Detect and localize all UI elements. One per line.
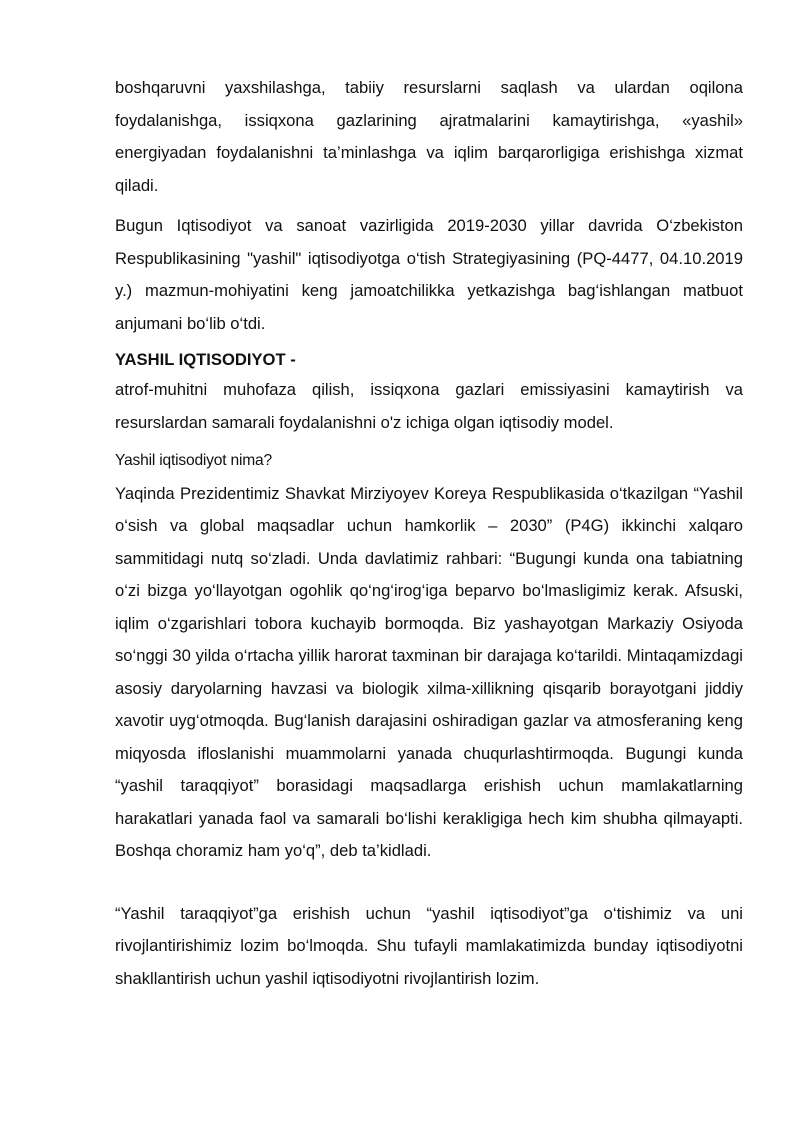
paragraph-green-development: “Yashil taraqqiyot”ga erishish uchun “yashil iqtisodiyot”ga o‘tishimiz va uni rivojlantirishimiz lozim bo‘lmoqda. Shu tufayli mamlakatimizda bunday iqtisodiyotni shakllantirish uchun yashil iqtisodiyotni rivojlantirish lozim. — [115, 903, 743, 988]
paragraph-president-speech: Yaqinda Prezidentimiz Shavkat Mirziyoyev Koreya Respublikasida o‘tkazilgan “Yashil o‘sish va global maqsadlar uchun hamkorlik – 2030” (P4G) ikkinchi xalqaro sammitidagi nutq so‘zladi. Unda davlatimiz rahbari: “Bugungi kunda ona tabiatning o‘zi bizga yo‘llayotgan ogohlik qo‘ng‘irog‘iga beparvo bo‘lmasligimiz kerak. Afsuski, iqlim o‘zgarishlari tobora kuchayib bormoqda. Biz yashayotgan Markaziy Osiyoda so‘nggi 30 yilda o‘rtacha yillik harorat taxminan bir darajaga ko‘tarildi. Mintaqamizdagi asosiy daryolarning havzasi va biologik xilma-xillikning qisqarib borayotgani jiddiy xavotir uyg‘otmoqda. Bug‘lanish darajasini oshiradigan gazlar va atmosferaning keng miqyosda ifloslanishi muammolarni yanada chuqurlashtirmoqda. Bugungi kunda “yashil taraqqiyot” borasidagi maqsadlarga erishish uchun mamlakatlarning harakatlari yanada faol va samarali bo‘lishi kerakligiga hech kim shubha qilmayapti. Boshqa choramiz ham yo‘q”, deb ta’kidladi. — [115, 483, 743, 860]
section-heading: YASHIL IQTISODIYOT - — [115, 350, 296, 369]
paragraph-definition: atrof-muhitni muhofaza qilish, issiqxona gazlari emissiyasini kamaytirish va resurslardan samarali foydalanishni o'z ichiga olgan iqtisodiy model. — [115, 380, 743, 432]
subheading-question: Yashil iqtisodiyot nima? — [115, 452, 272, 469]
paragraph-intro-continuation: boshqaruvni yaxshilashga, tabiiy resurslarni saqlash va ulardan oqilona foydalanishga, issiqxona gazlarining ajratmalarini kamaytirishga, «yashil» energiyadan foydalanishni ta’minlashga va iqlim barqarorligiga erishishga xizmat qiladi. — [115, 78, 743, 195]
paragraph-press-conference: Bugun Iqtisodiyot va sanoat vazirligida 2019-2030 yillar davrida O‘zbekiston Respublikasining "yashil" iqtisodiyotga o‘tish Strategiyasining (PQ-4477, 04.10.2019 y.) mazmun-mohiyatini keng jamoatchilikka yetkazishga bag‘ishlangan matbuot anjumani bo‘lib o‘tdi. — [115, 216, 743, 333]
document-body — [115, 72, 743, 995]
